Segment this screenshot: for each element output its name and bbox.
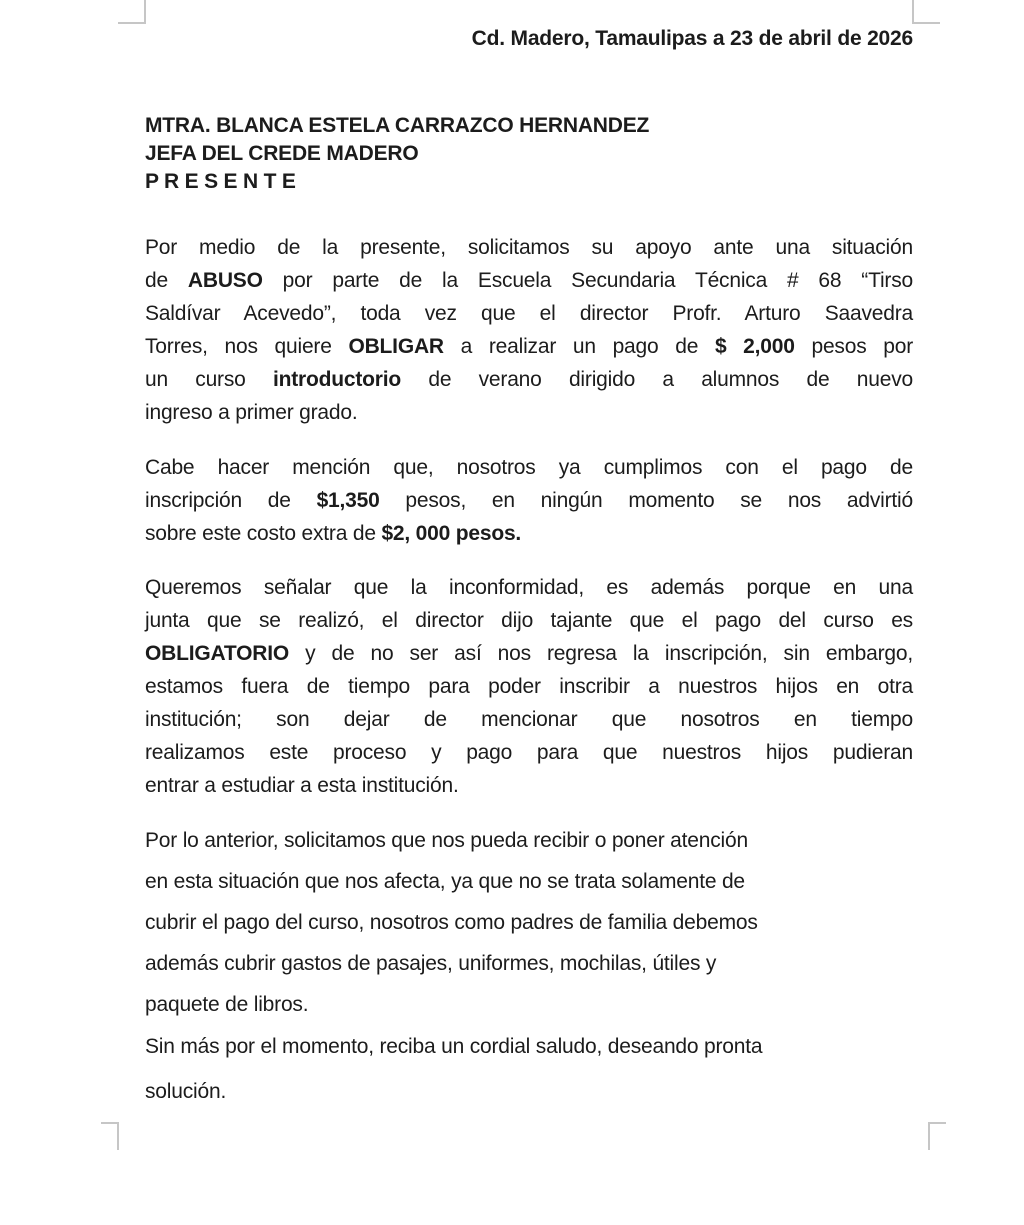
recipient-name: MTRA. BLANCA ESTELA CARRAZCO HERNANDEZ (145, 114, 650, 137)
text-line: Cabe hacer mención que, nosotros ya cumplimos con el pago de (145, 456, 913, 479)
text-line: entrar a estudiar a esta institución. (145, 774, 459, 797)
paragraph-4 (145, 820, 913, 1025)
text-line: solución. (145, 1080, 227, 1103)
crop-mark-top-right-icon (912, 0, 940, 24)
text-line: cubrir el pago del curso, nosotros como padres de familia debemos (145, 911, 758, 934)
paragraph-2 (145, 451, 913, 550)
crop-mark-bottom-right-icon (928, 1122, 946, 1150)
text-line: Sin más por el momento, reciba un cordial saludo, deseando pronta (145, 1035, 763, 1058)
date-line: Cd. Madero, Tamaulipas a 23 de abril de 2026 (471, 27, 913, 50)
text-line: estamos fuera de tiempo para poder inscribir a nuestros hijos en otra (145, 675, 913, 698)
paragraph-1 (145, 231, 913, 429)
text-line: sobre este costo extra de $2, 000 pesos. (145, 522, 522, 545)
text-line: Queremos señalar que la inconformidad, es además porque en una (145, 576, 913, 599)
crop-mark-top-left-icon (118, 0, 146, 24)
paragraph-3 (145, 571, 913, 802)
text-line: junta que se realizó, el director dijo tajante que el pago del curso es (145, 609, 913, 632)
recipient-block (145, 112, 913, 196)
text-line: además cubrir gastos de pasajes, uniformes, mochilas, útiles y (145, 952, 717, 975)
recipient-title: JEFA DEL CREDE MADERO (145, 142, 419, 165)
text-line: Por medio de la presente, solicitamos su apoyo ante una situación (145, 236, 913, 259)
text-line: un curso introductorio de verano dirigido a alumnos de nuevo (145, 368, 913, 391)
text-line: OBLIGATORIO y de no ser así nos regresa la inscripción, sin embargo, (145, 642, 913, 665)
recipient-presente: P R E S E N T E (145, 170, 296, 193)
paragraph-5 (145, 1024, 913, 1114)
crop-mark-bottom-left-icon (101, 1122, 119, 1150)
text-line: Torres, nos quiere OBLIGAR a realizar un pago de $ 2,000 pesos por (145, 335, 913, 358)
text-line: institución; son dejar de mencionar que nosotros en tiempo (145, 708, 913, 731)
text-line: realizamos este proceso y pago para que nuestros hijos pudieran (145, 741, 913, 764)
text-line: Por lo anterior, solicitamos que nos pueda recibir o poner atención (145, 829, 748, 852)
text-line: paquete de libros. (145, 993, 309, 1016)
text-line: de ABUSO por parte de la Escuela Secundaria Técnica # 68 “Tirso (145, 269, 913, 292)
text-line: inscripción de $1,350 pesos, en ningún momento se nos advirtió (145, 489, 913, 512)
text-line: en esta situación que nos afecta, ya que no se trata solamente de (145, 870, 745, 893)
text-line: ingreso a primer grado. (145, 401, 358, 424)
text-line: Saldívar Acevedo”, toda vez que el director Profr. Arturo Saavedra (145, 302, 913, 325)
